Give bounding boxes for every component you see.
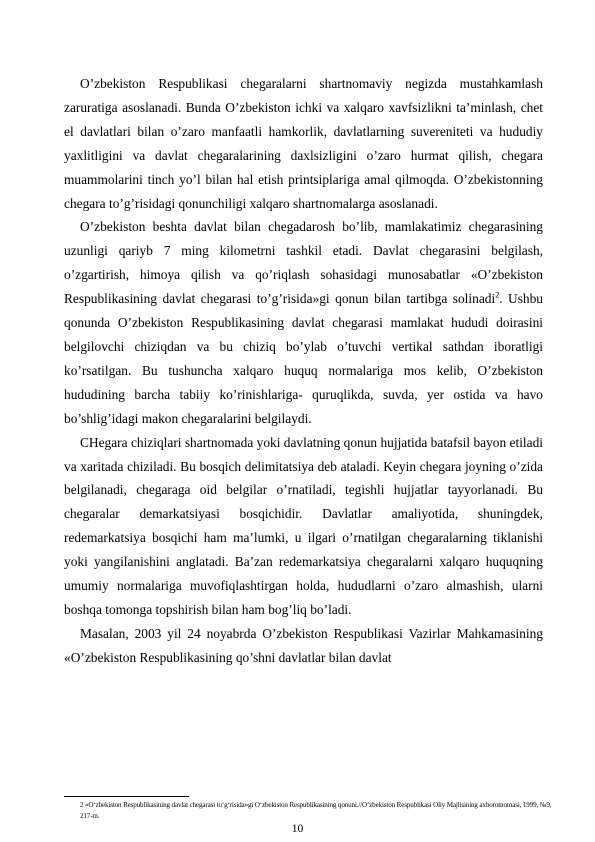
footnote-divider	[64, 796, 189, 797]
footnote-reference[interactable]: 2	[495, 290, 500, 300]
page-number: 10	[291, 823, 304, 835]
page-body	[64, 72, 543, 670]
paragraph-4: Masalan, 2003 yil 24 noyabrda O’zbekiston Respublikasi Vazirlar Mahkamasining «O’zbekiston Respublikasining qo’shni davlatlar bilan davlat	[64, 625, 543, 665]
paragraph-2-text: O’zbekiston beshta davlat bilan chegadarosh bo’lib, mamlakatimiz chegarasining uzunligi qariyb 7 ming kilometrni tashkil etadi. Davlat chegarasini belgilash, o’zgartirish, himoya qilish va qo’riqlash sohasidagi munosabatlar «O’zbekiston Respublikasining davlat chegarasi to’g’risida»gi qonun bilan tartibga solinadi	[64, 219, 543, 307]
paragraph-3: CHegara chiziqlari shartnomada yoki davlatning qonun hujjatida batafsil bayon etiladi va xaritada chiziladi. Bu bosqich delimitatsiya deb ataladi. Keyin chegara joyning o’zida belgilanadi, chegaraga oid belgilar o’rnatiladi, tegishli hujjatlar tayyorlanadi. Bu chegaralar demarkatsiyasi bosqichidir. Davlatlar amaliyotida, shuningdek, redemarkatsiya bosqichi ham ma’lumki, u ilgari o’rnatilgan chegaralarning tiklanishi yoki yangilanishini anglatadi. Ba’zan redemarkatsiya chegaralarni xalqaro huquqning umumiy normalariga muvofiqlashtirgan holda, hududlarni o’zaro almashish, ularni boshqa tomonga topshirish bilan ham bog’liq bo’ladi.	[64, 434, 543, 617]
footnote: 2 «O‘zbekiston Respublikasining davlat chegarasi to‘g‘risida»gi O‘zbekiston Respublikasining qonuni.//O‘zbekiston Respublikasi Oliy Majlisining axborotnomasi, 1999, №9, 217-m.	[80, 801, 552, 820]
paragraph-1: O’zbekiston Respublikasi chegaralarni shartnomaviy negizda mustahkamlash zaruratiga asoslanadi. Bunda O’zbekiston ichki va xalqaro xavfsizlikni ta’minlash, chet el davlatlari bilan o’zaro manfaatli hamkorlik, davlatlarning suvereniteti va hududiy yaxlitligini va davlat chegaralarining daxlsizligini o’zaro hurmat qilish, chegara muammolarini tinch yo’l bilan hal etish printsiplariga amal qilmoqda. O’zbekistonning chegara to’g’risidagi qonunchiligi xalqaro shartnomalarga asoslanadi.	[64, 76, 543, 211]
paragraph-2-text-continued: . Ushbu qonunda O’zbekiston Respublikasining davlat chegarasi mamlakat hududi doirasini belgilovchi chiziqdan va bu chiziq bo’ylab o’tuvchi vertikal sathdan iboratligi ko’rsatilgan. Bu tushuncha xalqaro huquq normalariga mos kelib, O’zbekiston hududining barcha tabiiy ko’rinishlariga- quruqlikda, suvda, yer ostida va havo bo’shlig’idagi makon chegaralarini belgilaydi.	[64, 291, 543, 426]
paragraph-2	[64, 215, 543, 430]
